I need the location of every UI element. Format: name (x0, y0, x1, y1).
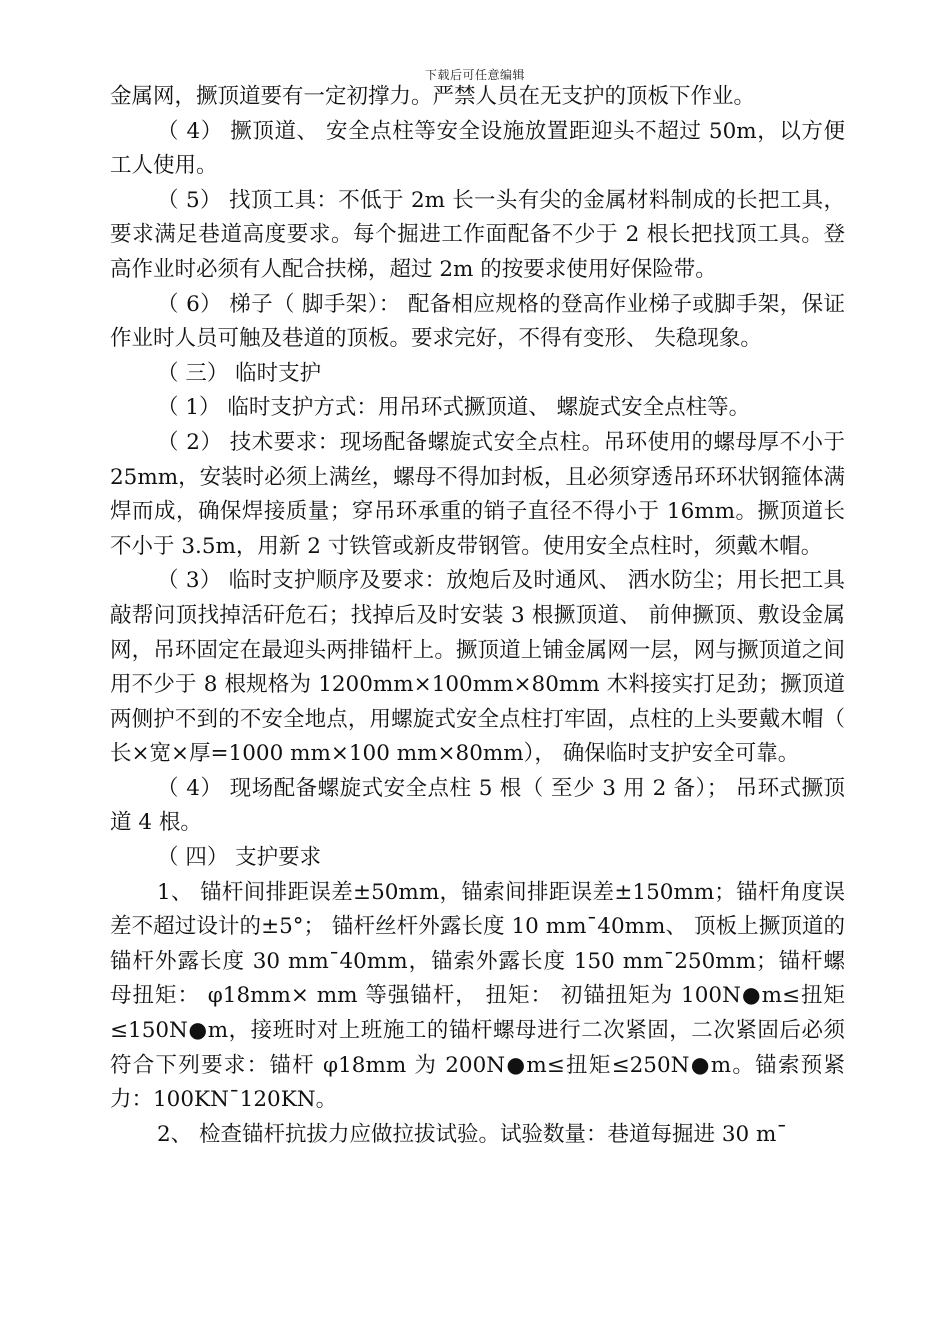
header-note: 下载后可任意编辑 (424, 68, 525, 82)
paragraph-item-5-roof-tools: （ 5） 找顶工具：不低于 2m 长一头有尖的金属材料制成的长把工具，要求满足巷道高度要求。每个掘进工作面配备不少于 2 根长把找顶工具。登高作业时必须有人配合扶梯，超过 2m 的按要求使用好保险带。 (110, 187, 845, 282)
paragraph-item-4-props-distance: （ 4） 撅顶道、 安全点柱等安全设施放置距迎头不超过 50m，以方便工人使用。 (110, 118, 845, 179)
paragraph-item-3-support-sequence: （ 3） 临时支护顺序及要求：放炮后及时通风、 洒水防尘；用长把工具敲帮问顶找掉活矸危石；找掉后及时安装 3 根撅顶道、 前伸撅顶、敷设金属网，吊环固定在最迎头两排锚杆上。撅顶道上铺金属网一层，网与撅顶道之间用不少于 8 根规格为 1200mm×100mm×80mm 木料接实打足劲；撅顶道两侧护不到的不安全地点，用螺旋式安全点柱打牢固，点柱的上头要戴木帽（ 长×宽×厚=1000 mm×100 mm×80mm）， 确保临时支护安全可靠。 (110, 568, 845, 767)
section-heading-support-requirements: （ 四） 支护要求 (157, 845, 322, 871)
paragraph-item-6-ladder: （ 6） 梯子（ 脚手架）： 配备相应规格的登高作业梯子或脚手架，保证作业时人员可触及巷道的顶板。要求完好，不得有变形、 失稳现象。 (110, 291, 845, 352)
paragraph-req-1-bolt-spacing: 1、 锚杆间排距误差±50mm，锚索间排距误差±150mm；锚杆角度误差不超过设计的±5°； 锚杆丝杆外露长度 10 mm¯40mm、 顶板上撅顶道的锚杆外露长度 30 mm¯40mm，锚索外露长度 150 mm¯250mm；锚杆螺母扭矩： φ18mm× mm 等强锚杆， 扭矩： 初锚扭矩为 100N●m≤扭矩≤150N●m，接班时对上班施工的锚杆螺母进行二次紧固，二次紧固后必须符合下列要求：锚杆 φ18mm 为 200N●m≤扭矩≤250N●m。锚索预紧力：100KN¯120KN。 (110, 879, 845, 1113)
paragraph-item-4-equipment: （ 4） 现场配备螺旋式安全点柱 5 根（ 至少 3 用 2 备）； 吊环式撅顶道 4 根。 (110, 775, 845, 836)
paragraph-item-1-support-method: （ 1） 临时支护方式：用吊环式撅顶道、 螺旋式安全点柱等。 (157, 395, 751, 421)
section-heading-temporary-support: （ 三） 临时支护 (157, 360, 322, 386)
paragraph-req-2-pull-test: 2、 检查锚杆抗拔力应做拉拔试验。试验数量：巷道每掘进 30 m¯ (157, 1121, 788, 1147)
document-body (110, 80, 845, 1152)
paragraph-item-2-technical-requirements: （ 2） 技术要求：现场配备螺旋式安全点柱。吊环使用的螺母厚不小于 25mm，安装时必须上满丝，螺母不得加封板，且必须穿透吊环环状钢箍体满焊而成，确保焊接质量；穿吊环承重的销子直径不得小于 16mm。撅顶道长不小于 3.5m，用新 2 寸铁管或新皮带钢管。使用安全点柱时，须戴木帽。 (110, 429, 845, 559)
paragraph-continuation: 金属网，撅顶道要有一定初撑力。严禁人员在无支护的顶板下作业。 (110, 84, 756, 109)
